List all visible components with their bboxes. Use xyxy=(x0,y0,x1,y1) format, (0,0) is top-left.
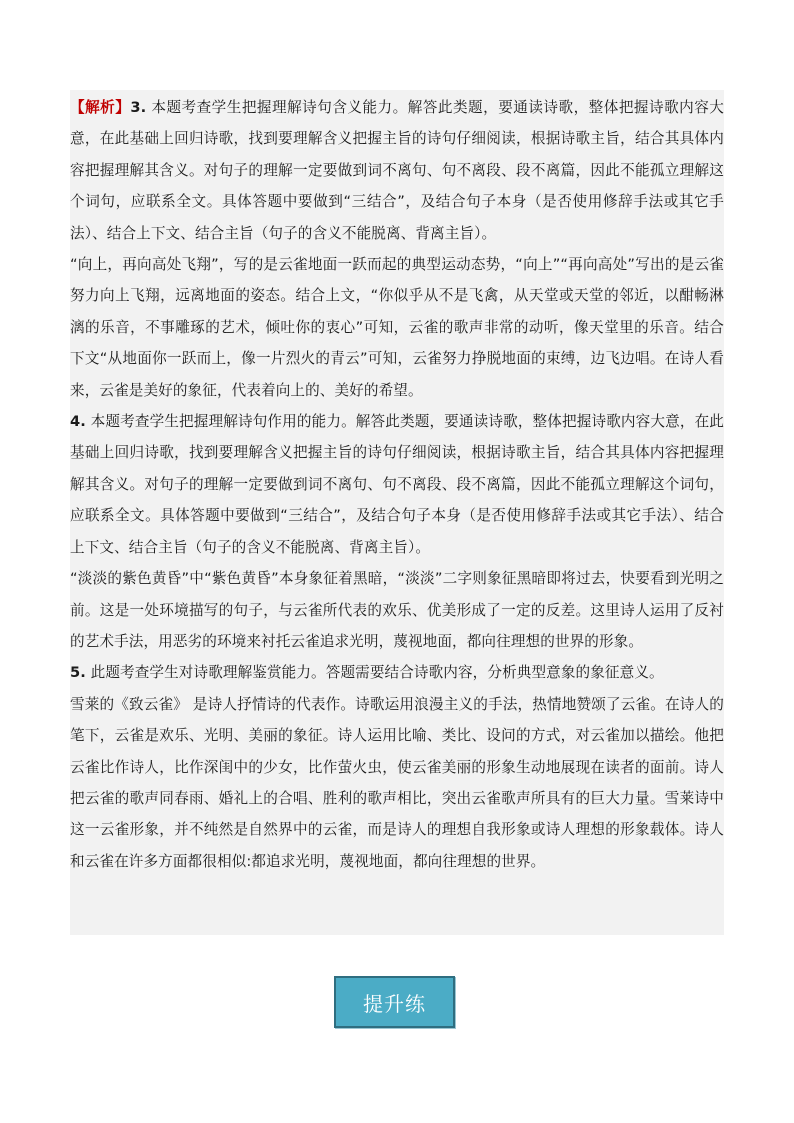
item-number: 3. xyxy=(130,99,147,116)
analysis-text: 此题考查学生对诗歌理解鉴赏能力。答题需要结合诗歌内容，分析典型意象的象征意义。 xyxy=(85,664,664,682)
item-4-question-analysis xyxy=(70,406,724,563)
analysis-text: 本题考查学生把握理解诗句作用的能力。解答此类题，要通读诗歌，整体把握诗歌内容大意，在此基础上回归诗歌，找到要理解含义把握主旨的诗句仔细阅读，根据诗歌主旨，结合其具体内容把握理解其含义。对句子的理解一定要做到词不离句、句不离段、段不离篇，因此不能孤立理解这个词句，应联系全文。具体答题中要做到“三结合”，及结合句子本身（是否使用修辞手法或其它手法）、结合上下文、结合主旨（句子的含义不能脱离、背离主旨）。 xyxy=(70,413,724,556)
item-5-answer: 雪莱的《致云雀》 是诗人抒情诗的代表作。诗歌运用浪漫主义的手法，热情地赞颂了云雀。在诗人的笔下，云雀是欢乐、光明、美丽的象征。诗人运用比喻、类比、设问的方式，对云雀加以描绘。他把云雀比作诗人，比作深闺中的少女，比作萤火虫，使云雀美丽的形象生动地展现在读者的面前。诗人把云雀的歌声同春雨、婚礼上的合唱、胜利的歌声相比，突出云雀歌声所具有的巨大力量。雪莱诗中这一云雀形象，并不纯然是自然界中的云雀，而是诗人的理想自我形象或诗人理想的形象载体。诗人和云雀在许多方面都很相似:都追求光明，蔑视地面，都向往理想的世界。 xyxy=(70,695,724,870)
item-3-answer: “向上，再向高处飞翔”，写的是云雀地面一跃而起的典型运动态势，“向上”“再向高处”写出的是云雀努力向上飞翔，远离地面的姿态。结合上文，“你似乎从不是飞禽，从天堂或天堂的邻近，以酣畅淋漓的乐音，不事雕琢的艺术，倾吐你的衷心”可知，云雀的歌声非常的动听，像天堂里的乐音。结合下文“从地面你一跃而上，像一片烈火的青云”可知，云雀努力挣脱地面的束缚，边飞边唱。在诗人看来，云雀是美好的象征，代表着向上的、美好的希望。 xyxy=(70,256,724,399)
item-number: 5. xyxy=(70,664,86,682)
item-3-question-analysis xyxy=(70,92,724,249)
analysis-text: 本题考查学生把握理解诗句含义能力。解答此类题，要通读诗歌，整体把握诗歌内容大意，在此基础上回归诗歌，找到要理解含义把握主旨的诗句仔细阅读，根据诗歌主旨，结合其具体内容把握理解其含义。对句子的理解一定要做到词不离句、句不离段、段不离篇，因此不能孤立理解这个词句，应联系全文。具体答题中要做到“三结合”，及结合句子本身（是否使用修辞手法或其它手法）、结合上下文、结合主旨（句子的含义不能脱离、背离主旨）。 xyxy=(70,99,724,242)
item-4-answer: “淡淡的紫色黄昏”中“紫色黄昏”本身象征着黑暗，“淡淡”二字则象征黑暗即将过去，快要看到光明之前。这是一处环境描写的句子，与云雀所代表的欢乐、优美形成了一定的反差。这里诗人运用了反衬的艺术手法，用恶劣的环境来衬托云雀追求光明，蔑视地面，都向往理想的世界的形象。 xyxy=(70,570,724,650)
item-number: 4. xyxy=(70,413,86,431)
improve-practice-button[interactable]: 提升练 xyxy=(334,976,455,1028)
item-5-question-analysis xyxy=(70,657,724,688)
analysis-box xyxy=(70,90,724,935)
analysis-tag: 【解析】 xyxy=(70,99,131,116)
